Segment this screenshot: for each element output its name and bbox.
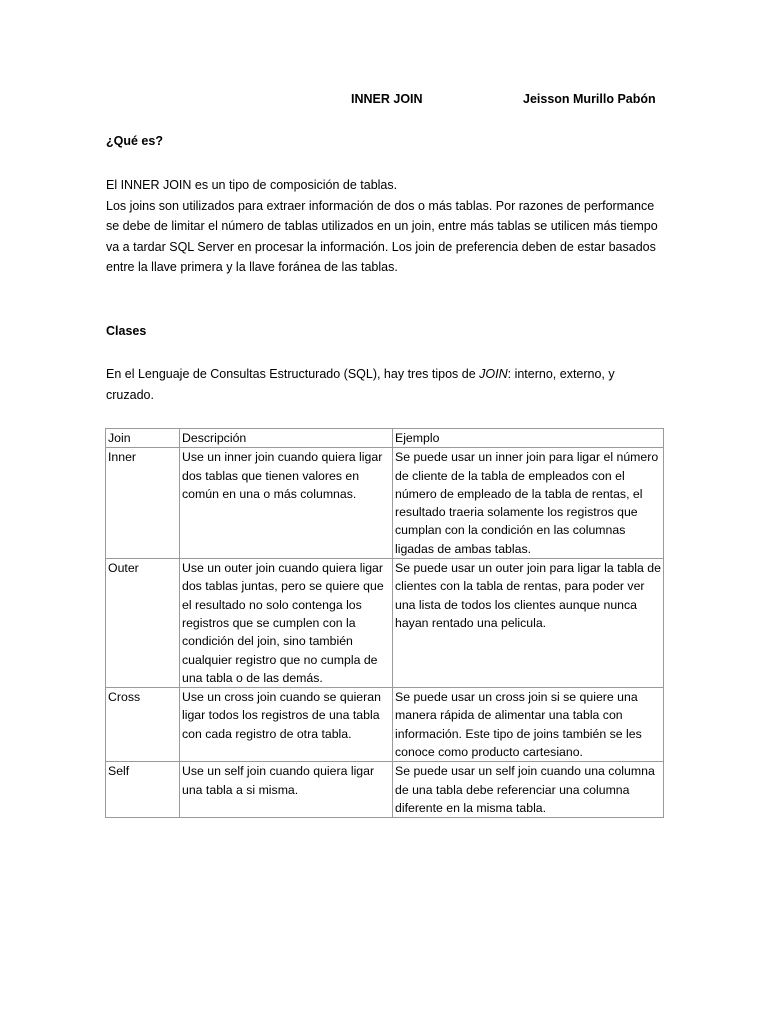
heading-que-es: ¿Qué es? <box>106 134 163 148</box>
paragraph-intro <box>106 364 666 405</box>
definition-body: Los joins son utilizados para extraer información de dos o más tablas. Por razones de performance se debe de limitar el número de tablas utilizados en un join, entre más tablas se utilicen más tiempo va a tardar SQL Server en procesar la información. Los join de preferencia deben de estar basados entre la llave primera y la llave foránea de las tablas. <box>106 198 658 274</box>
intro-join-emphasis: JOIN <box>479 367 508 381</box>
document-header <box>0 89 768 109</box>
column-header-description: Descripción <box>180 429 393 448</box>
cell-join: Outer <box>106 559 180 688</box>
cell-example: Se puede usar un inner join para ligar el número de cliente de la tabla de empleados con el número de empleado de la tabla de rentas, el resultado traeria solamente los registros que cumplan con la condición en las columnas ligadas de ambas tablas. <box>393 448 664 559</box>
cell-description: Use un inner join cuando quiera ligar dos tablas que tienen valores en común en una o más columnas. <box>180 448 393 559</box>
intro-text-after: : interno, externo, y cruzado. <box>106 367 615 402</box>
cell-example: Se puede usar un outer join para ligar la tabla de clientes con la tabla de rentas, para poder ver una lista de todos los clientes aunque nunca hayan rentado una pelicula. <box>393 559 664 688</box>
definition-line: El INNER JOIN es un tipo de composición de tablas. <box>106 178 398 192</box>
join-types-table <box>105 428 664 818</box>
table-row <box>106 559 664 688</box>
paragraph-definition <box>106 175 666 278</box>
table-header-row <box>106 429 664 448</box>
heading-clases: Clases <box>106 324 147 338</box>
table-row <box>106 762 664 818</box>
cell-description: Use un cross join cuando se quieran ligar todos los registros de una tabla con cada registro de otra tabla. <box>180 688 393 762</box>
table-row <box>106 448 664 559</box>
table-row <box>106 688 664 762</box>
column-header-example: Ejemplo <box>393 429 664 448</box>
cell-description: Use un outer join cuando quiera ligar dos tablas juntas, pero se quiere que el resultado no solo contenga los registros que se cumplen con la condición del join, sino también cualquier registro que no cumpla de una tabla o de las demás. <box>180 559 393 688</box>
cell-join: Cross <box>106 688 180 762</box>
intro-text-before: En el Lenguaje de Consultas Estructurado (SQL), hay tres tipos de <box>106 367 480 381</box>
cell-description: Use un self join cuando quiera ligar una tabla a si misma. <box>180 762 393 818</box>
document-title: INNER JOIN <box>351 92 423 106</box>
document-author: Jeisson Murillo Pabón <box>523 92 656 106</box>
column-header-join: Join <box>106 429 180 448</box>
cell-example: Se puede usar un cross join si se quiere una manera rápida de alimentar una tabla con información. Este tipo de joins también se les conoce como producto cartesiano. <box>393 688 664 762</box>
cell-join: Self <box>106 762 180 818</box>
cell-example: Se puede usar un self join cuando una columna de una tabla debe referenciar una columna diferente en la misma tabla. <box>393 762 664 818</box>
cell-join: Inner <box>106 448 180 559</box>
